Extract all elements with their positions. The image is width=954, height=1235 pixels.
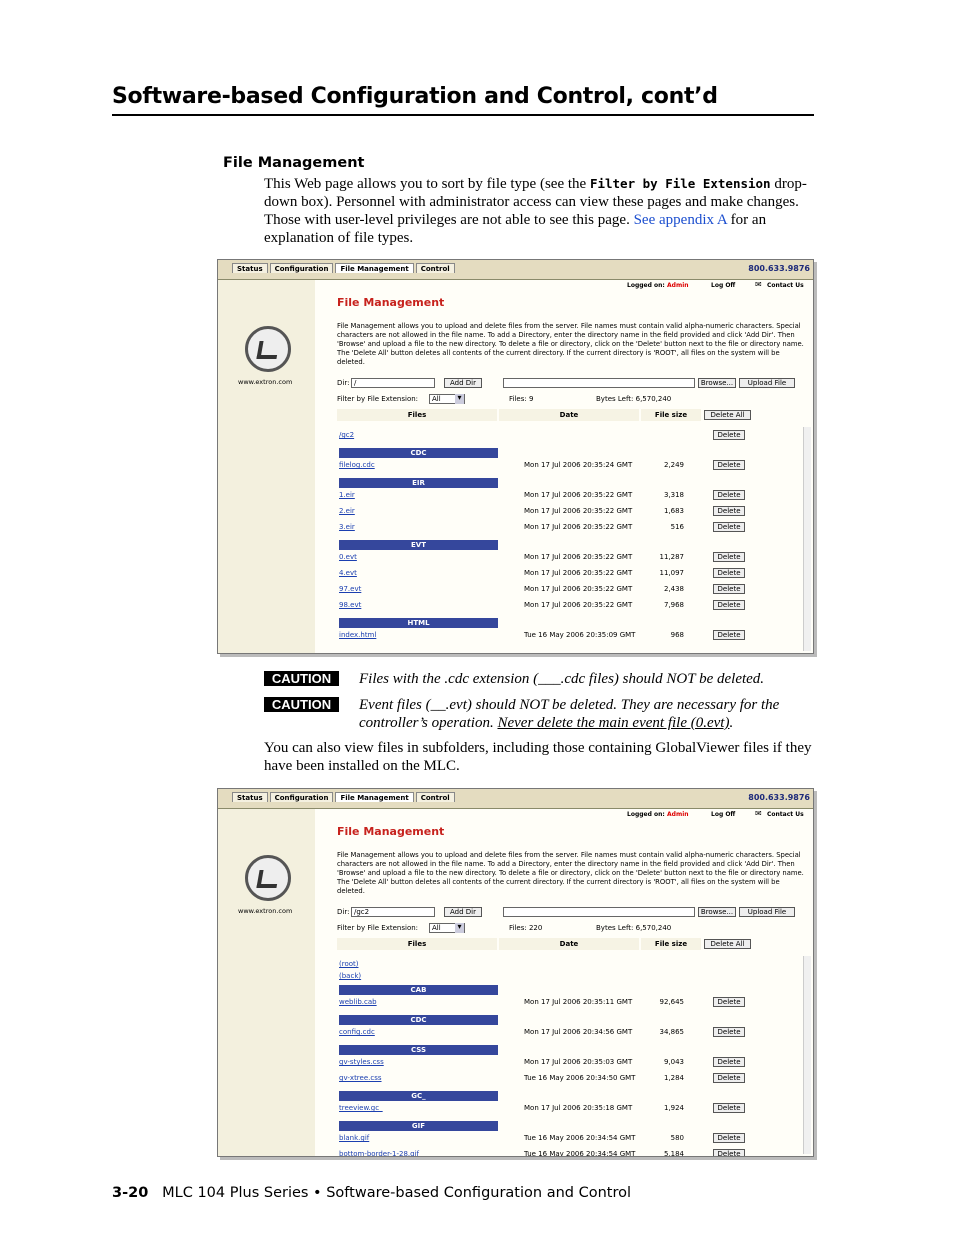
fm-page-title: File Management bbox=[337, 296, 445, 309]
file-row bbox=[337, 1074, 807, 1086]
file-date: Mon 17 Jul 2006 20:35:22 GMT bbox=[524, 569, 633, 577]
appendix-link[interactable]: See appendix A bbox=[633, 212, 727, 228]
extron-logo-icon bbox=[245, 326, 291, 372]
file-date: Tue 16 May 2006 20:34:54 GMT bbox=[524, 1150, 636, 1157]
file-date: Tue 16 May 2006 20:35:09 GMT bbox=[524, 631, 636, 639]
file-size: 516 bbox=[670, 523, 684, 531]
delete-button[interactable]: Delete bbox=[713, 1073, 745, 1083]
file-size: 5,184 bbox=[663, 1150, 684, 1157]
scrollbar[interactable] bbox=[803, 427, 811, 651]
file-size: 92,645 bbox=[659, 998, 684, 1006]
caution-evt bbox=[264, 696, 814, 734]
mail-icon: ✉ bbox=[755, 280, 762, 289]
delete-button[interactable]: Delete bbox=[713, 1149, 745, 1157]
caution-underlined: Never delete the main event file (0.evt) bbox=[497, 715, 730, 731]
footer-title: MLC 104 Plus Series • Software-based Configuration and Control bbox=[162, 1185, 631, 1201]
col-date-header: Date bbox=[499, 409, 639, 421]
file-row bbox=[337, 431, 807, 443]
tab-status[interactable]: Status bbox=[232, 792, 268, 802]
file-name-link[interactable]: config.cdc bbox=[339, 1028, 375, 1036]
file-date: Mon 17 Jul 2006 20:34:56 GMT bbox=[524, 1028, 633, 1036]
file-date: Mon 17 Jul 2006 20:35:11 GMT bbox=[524, 998, 633, 1006]
intro-text-3: for an explanation of file types. bbox=[264, 212, 767, 246]
header-rule bbox=[112, 114, 814, 116]
top-nav-bar bbox=[218, 260, 813, 280]
files-count-value: 220 bbox=[526, 924, 543, 932]
left-column bbox=[218, 280, 315, 653]
file-group-header: CDC bbox=[339, 448, 498, 458]
file-date: Mon 17 Jul 2006 20:35:18 GMT bbox=[524, 1104, 633, 1112]
log-off-link[interactable]: Log Off bbox=[711, 282, 736, 289]
delete-button[interactable]: Delete bbox=[713, 630, 745, 640]
file-name-link[interactable]: weblib.cab bbox=[339, 998, 377, 1006]
file-group-header: EIR bbox=[339, 478, 498, 488]
file-row bbox=[337, 553, 807, 565]
file-row bbox=[337, 569, 807, 581]
browse-button[interactable]: Browse... bbox=[698, 378, 736, 388]
add-dir-button[interactable]: Add Dir bbox=[444, 907, 482, 917]
file-size: 580 bbox=[670, 1134, 684, 1142]
file-row bbox=[337, 1150, 807, 1157]
mail-icon: ✉ bbox=[755, 809, 762, 818]
file-row bbox=[337, 631, 807, 643]
tab-control[interactable]: Control bbox=[416, 263, 455, 273]
file-row bbox=[337, 1104, 807, 1116]
logged-on-label: Logged on: bbox=[627, 811, 665, 818]
nav-tabs bbox=[232, 263, 457, 273]
caution-text: Files with the .cdc extension (___.cdc files) should NOT be deleted. bbox=[359, 671, 765, 687]
file-date: Tue 16 May 2006 20:34:54 GMT bbox=[524, 1134, 636, 1142]
file-row bbox=[337, 491, 807, 503]
col-files-header: Files bbox=[337, 938, 497, 950]
file-group-header: CSS bbox=[339, 1045, 498, 1055]
file-management-screenshot-gc2 bbox=[217, 788, 814, 1157]
caution-text-part: Event files (__.evt) should NOT be deleted. They are necessary for the controller’s operation. bbox=[359, 697, 780, 731]
upload-file-input[interactable] bbox=[503, 907, 695, 917]
file-row bbox=[337, 507, 807, 519]
delete-button[interactable]: Delete bbox=[713, 997, 745, 1007]
user-bar bbox=[315, 280, 813, 292]
file-date: Mon 17 Jul 2006 20:35:22 GMT bbox=[524, 601, 633, 609]
nav-tabs bbox=[232, 792, 457, 802]
file-name-link[interactable]: 3.eir bbox=[339, 523, 355, 531]
delete-button[interactable]: Delete bbox=[713, 490, 745, 500]
file-date: Mon 17 Jul 2006 20:35:22 GMT bbox=[524, 507, 633, 515]
file-name-link[interactable]: index.html bbox=[339, 631, 377, 639]
caution-badge: CAUTION bbox=[264, 671, 339, 686]
caution-text-end: . bbox=[729, 715, 734, 731]
file-date: Mon 17 Jul 2006 20:35:22 GMT bbox=[524, 523, 633, 531]
browse-button[interactable]: Browse... bbox=[698, 907, 736, 917]
page-footer bbox=[112, 1185, 631, 1201]
file-management-screenshot-root bbox=[217, 259, 814, 654]
file-size: 11,097 bbox=[659, 569, 684, 577]
file-size: 11,287 bbox=[659, 553, 684, 561]
dir-label: Dir: bbox=[337, 908, 350, 916]
phone-number: 800.633.9876 bbox=[748, 793, 810, 802]
delete-button[interactable]: Delete bbox=[713, 506, 745, 516]
extron-logo-icon bbox=[245, 855, 291, 901]
top-nav-bar bbox=[218, 789, 813, 809]
delete-button[interactable]: Delete bbox=[713, 552, 745, 562]
filter-extension-select[interactable]: All ▾ bbox=[429, 923, 465, 933]
file-name-link[interactable]: 0.evt bbox=[339, 553, 357, 561]
files-count bbox=[509, 395, 533, 403]
file-name-link[interactable]: gv-styles.css bbox=[339, 1058, 384, 1066]
file-group-header: CAB bbox=[339, 985, 498, 995]
file-row bbox=[337, 960, 807, 972]
file-row bbox=[337, 585, 807, 597]
files-count bbox=[509, 924, 542, 932]
files-count-label: Files: bbox=[509, 395, 527, 403]
bytes-left bbox=[596, 924, 671, 932]
delete-button[interactable]: Delete bbox=[713, 584, 745, 594]
file-size: 1,683 bbox=[663, 507, 684, 515]
col-date-header: Date bbox=[499, 938, 639, 950]
file-name-link[interactable]: blank.gif bbox=[339, 1134, 370, 1142]
upload-file-input[interactable] bbox=[503, 378, 695, 388]
file-row bbox=[337, 1058, 807, 1070]
contact-us-link[interactable]: Contact Us bbox=[767, 811, 804, 818]
file-name-link[interactable]: gv-xtree.css bbox=[339, 1074, 382, 1082]
file-name-link[interactable]: 1.eir bbox=[339, 491, 355, 499]
contact-us-link[interactable]: Contact Us bbox=[767, 282, 804, 289]
delete-button[interactable]: Delete bbox=[713, 1103, 745, 1113]
phone-number: 800.633.9876 bbox=[748, 264, 810, 273]
file-name-link[interactable]: 4.evt bbox=[339, 569, 357, 577]
left-column bbox=[218, 809, 315, 1156]
file-size: 1,924 bbox=[663, 1104, 684, 1112]
file-name-link[interactable]: 98.evt bbox=[339, 601, 362, 609]
file-row bbox=[337, 461, 807, 473]
delete-button[interactable]: Delete bbox=[713, 1027, 745, 1037]
dir-input[interactable]: / bbox=[351, 378, 435, 388]
logo-url: www.extron.com bbox=[238, 907, 293, 915]
add-dir-button[interactable]: Add Dir bbox=[444, 378, 482, 388]
file-name-link[interactable]: filelog.cdc bbox=[339, 461, 375, 469]
file-size: 968 bbox=[670, 631, 684, 639]
file-size: 2,249 bbox=[663, 461, 684, 469]
file-date: Mon 17 Jul 2006 20:35:22 GMT bbox=[524, 553, 633, 561]
delete-all-button[interactable]: Delete All bbox=[704, 939, 751, 949]
delete-button[interactable]: Delete bbox=[713, 1133, 745, 1143]
file-name-link[interactable]: bottom-border-1-28.gif bbox=[339, 1150, 419, 1157]
file-row bbox=[337, 972, 807, 984]
file-size: 9,043 bbox=[663, 1058, 684, 1066]
file-group-header: GIF bbox=[339, 1121, 498, 1131]
intro-text-2: drop-down box). Personnel with administrator access can view these pages and make changes. Those with user-level privileges are not able to see this page. bbox=[264, 176, 807, 228]
file-group-header: CDC bbox=[339, 1015, 498, 1025]
upload-file-button[interactable]: Upload File bbox=[739, 378, 795, 388]
logged-on-label: Logged on: bbox=[627, 282, 665, 289]
dir-label: Dir: bbox=[337, 379, 350, 387]
delete-button[interactable]: Delete bbox=[713, 1057, 745, 1067]
filter-label: Filter by File Extension: bbox=[337, 395, 419, 403]
file-name-link[interactable]: /gc2 bbox=[339, 431, 355, 439]
col-size-header: File size bbox=[641, 938, 701, 950]
bytes-left-value: 6,570,240 bbox=[633, 924, 672, 932]
delete-button[interactable]: Delete bbox=[713, 568, 745, 578]
delete-button[interactable]: Delete bbox=[713, 430, 745, 440]
section-title: File Management bbox=[223, 155, 365, 171]
file-date: Mon 17 Jul 2006 20:35:03 GMT bbox=[524, 1058, 633, 1066]
file-group-header: HTML bbox=[339, 618, 498, 628]
col-files-header: Files bbox=[337, 409, 497, 421]
files-count-value: 9 bbox=[526, 395, 534, 403]
file-size: 7,968 bbox=[663, 601, 684, 609]
logo-url: www.extron.com bbox=[238, 378, 293, 386]
file-name-link[interactable]: (back) bbox=[339, 972, 362, 980]
logo-mark-icon bbox=[256, 341, 279, 359]
file-name-link[interactable]: treeview.gc_ bbox=[339, 1104, 383, 1112]
subfolder-paragraph: You can also view files in subfolders, including those containing GlobalViewer files if they have been installed on the MLC. bbox=[264, 740, 812, 774]
file-row bbox=[337, 523, 807, 535]
tab-control[interactable]: Control bbox=[416, 792, 455, 802]
fm-description: File Management allows you to upload and delete files from the server. File names must contain valid alpha-numeric characters. Special characters are not allowed in the file name. To add a Directory, enter the directory name in the field provided and click 'Add Dir'. Then 'Browse' and upload a file to the new directory. To delete a file or directory, click on the 'Delete' button next to the file or directory name. The 'Delete All' button deletes all contents of the current directory. If the current directory is 'ROOT', all files on the system will be deleted. bbox=[337, 322, 804, 366]
file-row bbox=[337, 1028, 807, 1040]
file-row bbox=[337, 601, 807, 613]
filter-label: Filter by File Extension: bbox=[337, 924, 419, 932]
page-header-title: Software-based Configuration and Control, cont’d bbox=[112, 84, 718, 109]
logged-on-user: Admin bbox=[667, 811, 689, 818]
filter-ext-ref: Filter by File Extension bbox=[589, 176, 771, 191]
tab-status[interactable]: Status bbox=[232, 263, 268, 273]
file-size: 3,318 bbox=[663, 491, 684, 499]
delete-all-button[interactable]: Delete All bbox=[704, 410, 751, 420]
log-off-link[interactable]: Log Off bbox=[711, 811, 736, 818]
file-group-header: EVT bbox=[339, 540, 498, 550]
delete-button[interactable]: Delete bbox=[713, 522, 745, 532]
logo-mark-icon bbox=[256, 870, 279, 888]
user-bar bbox=[315, 809, 813, 821]
file-name-link[interactable]: 2.eir bbox=[339, 507, 355, 515]
bytes-left-label: Bytes Left: bbox=[596, 395, 634, 403]
filter-extension-select[interactable]: All ▾ bbox=[429, 394, 465, 404]
caution-cdc bbox=[264, 670, 814, 690]
delete-button[interactable]: Delete bbox=[713, 460, 745, 470]
file-size: 1,284 bbox=[663, 1074, 684, 1082]
delete-button[interactable]: Delete bbox=[713, 600, 745, 610]
upload-file-button[interactable]: Upload File bbox=[739, 907, 795, 917]
file-name-link[interactable]: 97.evt bbox=[339, 585, 362, 593]
scrollbar[interactable] bbox=[803, 956, 811, 1154]
tab-file-management[interactable]: File Management bbox=[335, 792, 413, 802]
intro-paragraph bbox=[264, 175, 814, 247]
bytes-left-value: 6,570,240 bbox=[633, 395, 672, 403]
caution-text bbox=[359, 696, 799, 732]
tab-file-management[interactable]: File Management bbox=[335, 263, 413, 273]
main-content bbox=[337, 296, 813, 653]
fm-page-title: File Management bbox=[337, 825, 445, 838]
file-name-link[interactable]: (root) bbox=[339, 960, 359, 968]
bytes-left-label: Bytes Left: bbox=[596, 924, 634, 932]
file-date: Mon 17 Jul 2006 20:35:22 GMT bbox=[524, 491, 633, 499]
file-date: Mon 17 Jul 2006 20:35:24 GMT bbox=[524, 461, 633, 469]
bytes-left bbox=[596, 395, 671, 403]
files-count-label: Files: bbox=[509, 924, 527, 932]
file-date: Mon 17 Jul 2006 20:35:22 GMT bbox=[524, 585, 633, 593]
logged-on-user: Admin bbox=[667, 282, 689, 289]
file-row bbox=[337, 1134, 807, 1146]
col-size-header: File size bbox=[641, 409, 701, 421]
tab-configuration[interactable]: Configuration bbox=[270, 792, 334, 802]
dir-input[interactable]: /gc2 bbox=[351, 907, 435, 917]
tab-configuration[interactable]: Configuration bbox=[270, 263, 334, 273]
fm-description: File Management allows you to upload and delete files from the server. File names must contain valid alpha-numeric characters. Special characters are not allowed in the file name. To add a Directory, enter the directory name in the field provided and click 'Add Dir'. Then 'Browse' and upload a file to the new directory. To delete a file or directory, click on the 'Delete' button next to the file or directory name. The 'Delete All' button deletes all contents of the current directory. If the current directory is 'ROOT', all files on the system will be deleted. bbox=[337, 851, 804, 895]
intro-text-1: This Web page allows you to sort by file type (see the bbox=[264, 176, 590, 192]
file-size: 2,438 bbox=[663, 585, 684, 593]
file-group-header: GC_ bbox=[339, 1091, 498, 1101]
caution-badge: CAUTION bbox=[264, 697, 339, 712]
file-row bbox=[337, 998, 807, 1010]
page-number: 3-20 bbox=[112, 1185, 149, 1201]
main-content bbox=[337, 825, 813, 1156]
file-date: Tue 16 May 2006 20:34:50 GMT bbox=[524, 1074, 636, 1082]
file-size: 34,865 bbox=[659, 1028, 684, 1036]
